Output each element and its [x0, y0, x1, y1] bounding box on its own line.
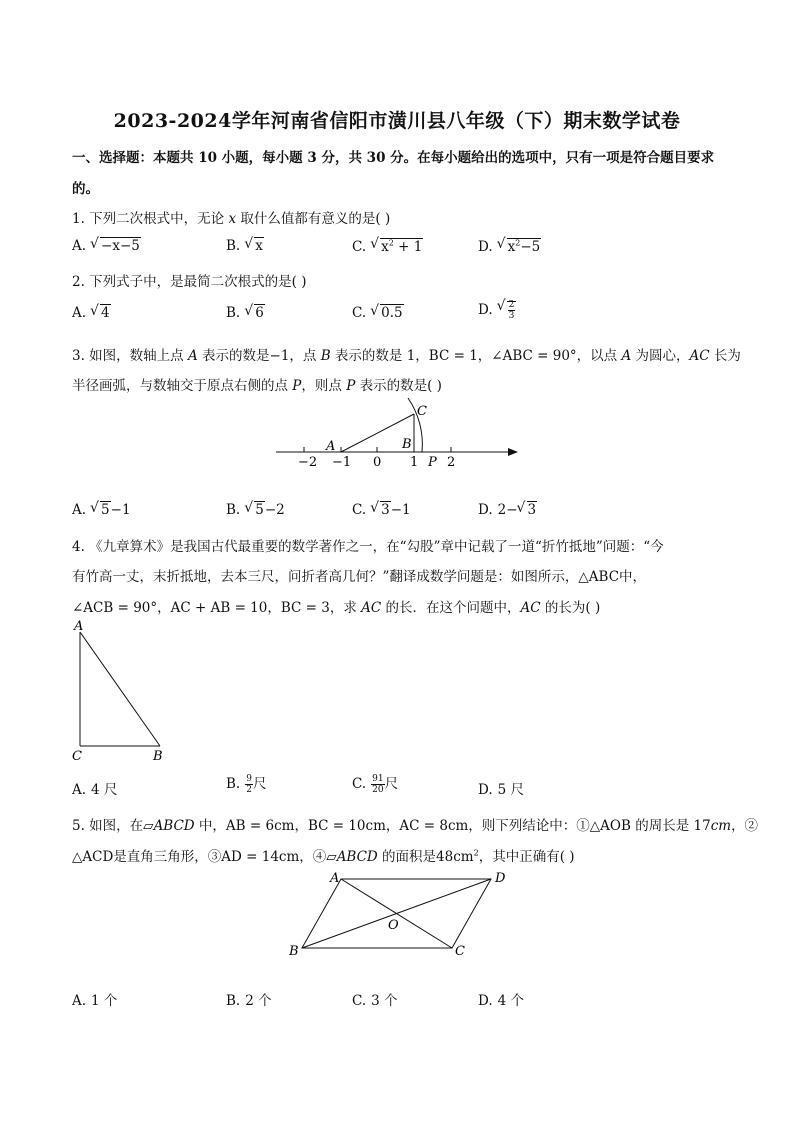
- section-heading-cont: 的。: [72, 181, 99, 197]
- q3-number-line-figure: [276, 398, 518, 470]
- point-label-b: B: [402, 437, 412, 452]
- question-4-stem-line3: ∠ACB = 90°，AC + AB = 10，BC = 3，求 AC 的长．在这个问题中，AC 的长为( ): [72, 600, 601, 616]
- q5-option-c[interactable]: C. 3 个: [352, 993, 398, 1009]
- point-label-a: A: [326, 439, 336, 454]
- q4-option-a[interactable]: A. 4 尺: [72, 782, 118, 798]
- q4-triangle-figure: [72, 619, 163, 764]
- q4-option-c[interactable]: C. $\frac{91}{20}$ 尺: [352, 774, 399, 795]
- q3-option-d[interactable]: D. 2−√ 3: [478, 502, 537, 518]
- q5-option-a[interactable]: A. 1 个: [72, 993, 118, 1009]
- q1-option-d[interactable]: D.√ $x^2-5$: [478, 238, 541, 255]
- segment-ab: [80, 632, 160, 746]
- q5-option-d[interactable]: D. 4 个: [478, 993, 525, 1009]
- tick-label: −1: [332, 455, 352, 470]
- point-label-c: C: [417, 404, 427, 419]
- tick-label: 0: [373, 455, 382, 470]
- q1-option-a[interactable]: A.√ −x−5: [72, 238, 141, 254]
- question-4-stem-line1: 4. 《九章算术》是我国古代最重要的数学著作之一，在“勾股”章中记载了一道“折竹抵地”问题：“今: [72, 539, 664, 555]
- q5-option-b[interactable]: B. 2 个: [226, 993, 272, 1009]
- tick-label: −2: [298, 455, 318, 470]
- point-label-c: C: [455, 944, 465, 959]
- q4-option-b[interactable]: B. $\frac{9}{2}$ 尺: [226, 774, 267, 795]
- point-label-c: C: [72, 749, 82, 764]
- q2-option-d[interactable]: D. √ $\frac{2}{3}$: [478, 300, 516, 321]
- tick-label: 1: [410, 455, 419, 470]
- q2-option-a[interactable]: A.√ 4: [72, 305, 111, 321]
- point-label-b: B: [289, 944, 299, 959]
- axis-arrow: [508, 448, 518, 456]
- section-heading: 一、选择题：本题共 10 小题，每小题 3 分，共 30 分。在每小题给出的选项中，只有一项是符合题目要求: [72, 150, 715, 166]
- point-label-p: P: [428, 455, 437, 470]
- question-2-stem: 2. 下列式子中，是最简二次根式的是( ): [72, 274, 307, 290]
- q4-option-d[interactable]: D. 5 尺: [478, 782, 525, 798]
- q2-option-c[interactable]: C.√ 0.5: [352, 305, 404, 321]
- q5-parallelogram-figure: [288, 871, 506, 959]
- q3-option-c[interactable]: C.√ 3−1: [352, 502, 411, 518]
- question-3-stem-line2: 半径画弧，与数轴交于原点右侧的点 P，则点 P 表示的数是( ): [72, 378, 442, 394]
- question-5-stem-line2: △ACD是直角三角形，③AD = 14cm，④▱ABCD 的面积是$48cm^2$，其中正确有( ): [72, 848, 575, 865]
- question-1-stem: 1. 下列二次根式中，无论 x 取什么值都有意义的是( ): [72, 211, 391, 227]
- q2-option-b[interactable]: B.√ 6: [226, 305, 265, 321]
- point-label-o: O: [388, 918, 399, 933]
- diagonal-bd: [302, 879, 491, 948]
- point-label-a: A: [330, 871, 340, 886]
- question-3-stem-line1: 3. 如图，数轴上点 A 表示的数是−1，点 B 表示的数是 1，BC = 1，∠ABC = 90°，以点 A 为圆心，AC 长为: [72, 348, 741, 364]
- point-label-d: D: [495, 871, 506, 886]
- q1-option-b[interactable]: B.√ x: [226, 238, 264, 254]
- point-label-b: B: [153, 749, 163, 764]
- point-label-a: A: [74, 619, 84, 634]
- q1-option-c[interactable]: C.√ $x^2 + 1$: [352, 238, 423, 255]
- tick-label: 2: [447, 455, 456, 470]
- question-5-stem-line1: 5. 如图，在▱ABCD 中，AB = 6cm，BC = 10cm，AC = 8cm，则下列结论中：①△AOB 的周长是 17cm，②: [72, 818, 759, 834]
- question-4-stem-line2: 有竹高一丈，末折抵地，去本三尺，问折者高几何？”翻译成数学问题是：如图所示，△ABC中，: [72, 569, 647, 585]
- page-title: 2023-2024学年河南省信阳市潢川县八年级（下）期末数学试卷: [113, 110, 681, 132]
- q3-option-a[interactable]: A.√ 5−1: [72, 502, 131, 518]
- q3-option-b[interactable]: B.√ 5−2: [226, 502, 285, 518]
